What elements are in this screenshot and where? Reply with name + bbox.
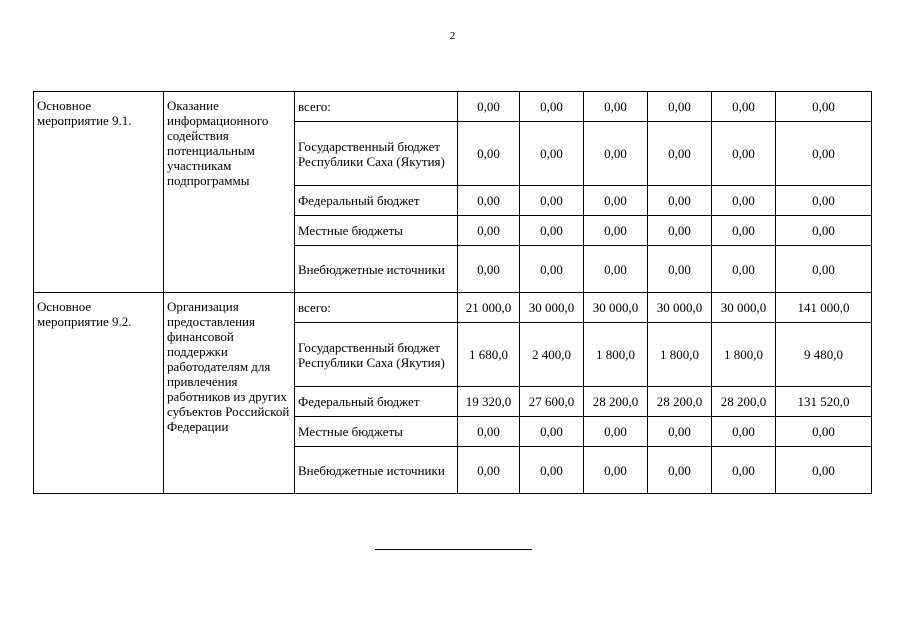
value-cell: 0,00 <box>648 186 712 216</box>
total-cell: 0,00 <box>776 246 872 293</box>
value-cell: 1 800,0 <box>712 323 776 387</box>
value-cell: 0,00 <box>712 417 776 447</box>
funding-source: Местные бюджеты <box>295 216 458 246</box>
funding-source: Федеральный бюджет <box>295 387 458 417</box>
value-cell: 0,00 <box>584 417 648 447</box>
value-cell: 21 000,0 <box>458 293 520 323</box>
total-cell: 0,00 <box>776 122 872 186</box>
value-cell: 0,00 <box>458 186 520 216</box>
value-cell: 0,00 <box>458 122 520 186</box>
value-cell: 30 000,0 <box>648 293 712 323</box>
funding-source: Внебюджетные источники <box>295 246 458 293</box>
value-cell: 0,00 <box>712 246 776 293</box>
value-cell: 0,00 <box>458 216 520 246</box>
measure-name: Основное мероприятие 9.2. <box>34 293 164 494</box>
value-cell: 0,00 <box>712 447 776 494</box>
value-cell: 0,00 <box>458 417 520 447</box>
value-cell: 0,00 <box>712 92 776 122</box>
value-cell: 0,00 <box>584 186 648 216</box>
value-cell: 28 200,0 <box>712 387 776 417</box>
funding-source: Местные бюджеты <box>295 417 458 447</box>
value-cell: 30 000,0 <box>584 293 648 323</box>
budget-table <box>33 91 872 494</box>
value-cell: 0,00 <box>520 122 584 186</box>
page-number: 2 <box>449 30 456 42</box>
value-cell: 0,00 <box>584 216 648 246</box>
value-cell: 0,00 <box>584 122 648 186</box>
value-cell: 0,00 <box>520 216 584 246</box>
value-cell: 0,00 <box>458 447 520 494</box>
value-cell: 1 800,0 <box>584 323 648 387</box>
value-cell: 0,00 <box>520 447 584 494</box>
value-cell: 0,00 <box>584 246 648 293</box>
value-cell: 30 000,0 <box>520 293 584 323</box>
value-cell: 19 320,0 <box>458 387 520 417</box>
table-row <box>34 293 872 323</box>
total-cell: 0,00 <box>776 417 872 447</box>
value-cell: 0,00 <box>648 216 712 246</box>
footnote-divider <box>375 549 532 550</box>
value-cell: 1 800,0 <box>648 323 712 387</box>
value-cell: 0,00 <box>520 246 584 293</box>
value-cell: 0,00 <box>458 246 520 293</box>
value-cell: 0,00 <box>520 186 584 216</box>
value-cell: 2 400,0 <box>520 323 584 387</box>
value-cell: 28 200,0 <box>584 387 648 417</box>
funding-source: Государственный бюджет Республики Саха (Якутия) <box>295 122 458 186</box>
measure-name: Основное мероприятие 9.1. <box>34 92 164 293</box>
table-row <box>34 92 872 122</box>
value-cell: 0,00 <box>520 92 584 122</box>
value-cell: 27 600,0 <box>520 387 584 417</box>
value-cell: 0,00 <box>648 122 712 186</box>
value-cell: 1 680,0 <box>458 323 520 387</box>
value-cell: 0,00 <box>648 92 712 122</box>
total-cell: 0,00 <box>776 447 872 494</box>
value-cell: 0,00 <box>712 122 776 186</box>
value-cell: 0,00 <box>584 92 648 122</box>
funding-source: Внебюджетные источники <box>295 447 458 494</box>
value-cell: 30 000,0 <box>712 293 776 323</box>
funding-source: всего: <box>295 293 458 323</box>
value-cell: 0,00 <box>712 186 776 216</box>
total-cell: 0,00 <box>776 216 872 246</box>
value-cell: 28 200,0 <box>648 387 712 417</box>
funding-source: всего: <box>295 92 458 122</box>
value-cell: 0,00 <box>648 447 712 494</box>
value-cell: 0,00 <box>648 246 712 293</box>
measure-description: Оказание информационного содействия потенциальным участникам подпрограммы <box>164 92 295 293</box>
value-cell: 0,00 <box>712 216 776 246</box>
value-cell: 0,00 <box>648 417 712 447</box>
measure-description: Организация предоставления финансовой поддержки работодателям для привлечения работников из других субъектов Российской Федерации <box>164 293 295 494</box>
funding-source: Федеральный бюджет <box>295 186 458 216</box>
value-cell: 0,00 <box>458 92 520 122</box>
value-cell: 0,00 <box>520 417 584 447</box>
total-cell: 141 000,0 <box>776 293 872 323</box>
total-cell: 131 520,0 <box>776 387 872 417</box>
total-cell: 9 480,0 <box>776 323 872 387</box>
total-cell: 0,00 <box>776 186 872 216</box>
total-cell: 0,00 <box>776 92 872 122</box>
value-cell: 0,00 <box>584 447 648 494</box>
funding-source: Государственный бюджет Республики Саха (Якутия) <box>295 323 458 387</box>
